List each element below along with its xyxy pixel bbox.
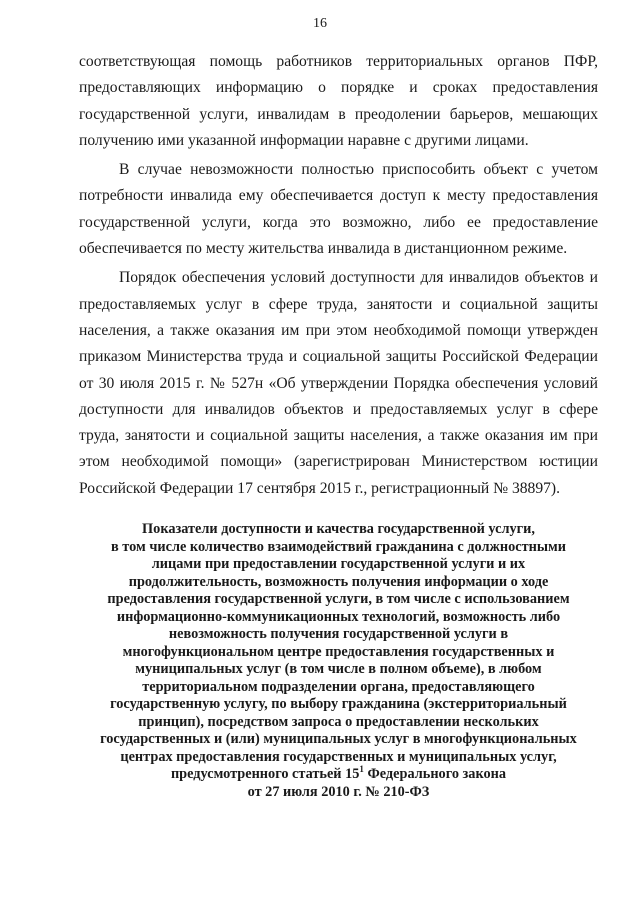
heading-line: центрах предоставления государственных и муниципальных услуг, [120,748,557,765]
heading-line: продолжительность, возможность получения информации о ходе [128,573,549,590]
heading-line: многофункциональном центре предоставления государственных и [122,643,555,660]
section-heading [79,521,598,801]
article-reference: предусмотренного статьей 15 [170,766,360,782]
heading-line: Показатели доступности и качества государственной услуги, [142,521,535,537]
heading-line: территориальном подразделении органа, предоставляющего [142,678,535,695]
paragraph-continuation: соответствующая помощь работников территориальных органов ПФР, предоставляющих информацию о порядке и сроках предоставления государственной услуги, инвалидам в преодолении барьеров, мешающих получению ими указанной информации наравне с другими лицами. [79,53,598,149]
heading-line: принцип), посредством запроса о предоставлении нескольких [138,713,539,730]
page-number: 16 [313,16,327,31]
heading-line-law-date: от 27 июля 2010 г. № 210-ФЗ [247,783,430,800]
heading-line: информационно-коммуникационных технологий, возможность либо [116,608,561,625]
body-text [79,49,598,505]
heading-line: государственную услугу, по выбору гражданина (экстерриториальный [110,696,567,712]
heading-line: муниципальных услуг (в том числе в полном объеме), в любом [135,661,542,677]
heading-line: государственных и (или) муниципальных услуг в многофункциональных [100,731,577,747]
heading-line: лицами при предоставлении государственной услуги и их [151,556,526,572]
heading-line-article [79,766,598,784]
article-superscript: 1 [359,764,364,775]
law-reference: Федерального закона [363,766,507,782]
heading-line: предоставления государственной услуги, в том числе с использованием [107,591,570,607]
paragraph-accessibility-order: Порядок обеспечения условий доступности для инвалидов объектов и предоставляемых услуг в сфере труда, занятости и социальной защиты населения, а также оказания им при этом необходимой помощи утвержден приказом Министерства труда и социальной защиты Российской Федерации от 30 июля 2015 г. № 527н «Об утверждении Порядка обеспечения условий доступности для инвалидов объектов и предоставляемых услуг в сфере труда, занятости и социальной защиты населения, а также оказания им при этом необходимой помощи» (зарегистрирован Министерством юстиции Российской Федерации 17 сентября 2015 г., регистрационный № 38897). [79,269,598,497]
heading-line: невозможность получения государственной услуги в [168,626,509,642]
heading-line: в том числе количество взаимодействий гражданина с должностными [111,538,566,555]
paragraph-remote-service: В случае невозможности полностью приспособить объект с учетом потребности инвалида ему обеспечивается доступ к месту предоставления государственной услуги, когда это возможно, либо ее предоставление обеспечивается по месту жительства инвалида в дистанционном режиме. [79,161,598,258]
